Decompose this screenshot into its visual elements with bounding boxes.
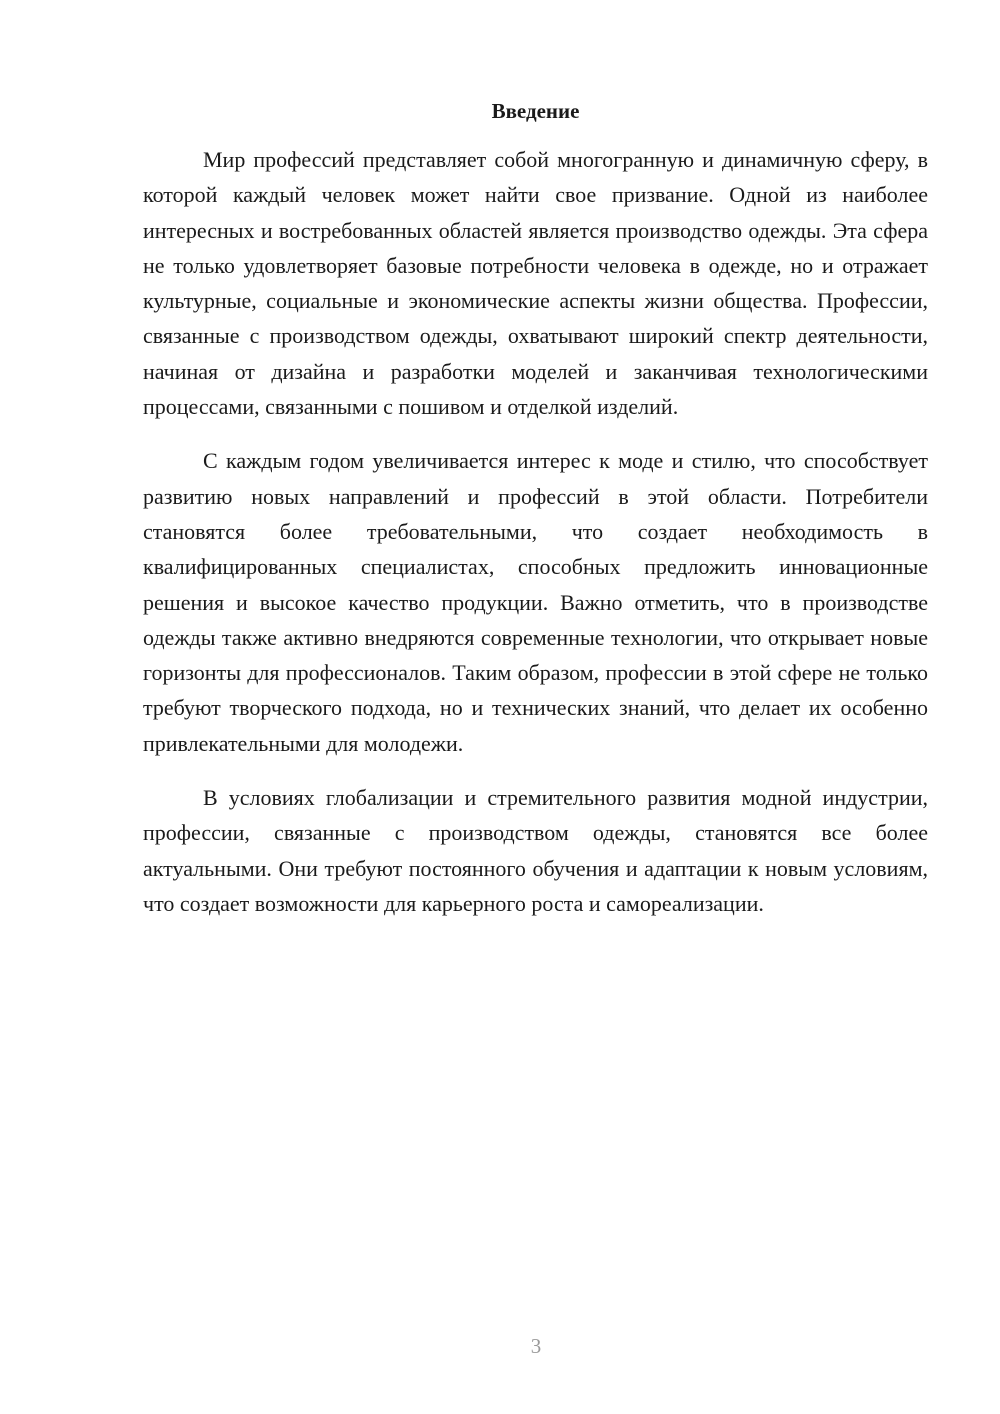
- paragraph-2: С каждым годом увеличивается интерес к моде и стилю, что способствует развитию новых направлений и профессий в этой области. Потребители становятся более требовательными, что создает необходимость в квалифицированных специалистах, способных предложить инновационные решения и высокое качество продукции. Важно отметить, что в производстве одежды также активно внедряются современные технологии, что открывает новые горизонты для профессионалов. Таким образом, профессии в этой сфере не только требуют творческого подхода, но и технических знаний, что делает их особенно привлекательными для молодежи.: [143, 448, 928, 756]
- body-text: [143, 142, 928, 921]
- section-heading: Введение: [491, 99, 580, 123]
- paragraph-3: В условиях глобализации и стремительного развития модной индустрии, профессии, связанные с производством одежды, становятся все более актуальными. Они требуют постоянного обучения и адаптации к новым условиям, что создает возможности для карьерного роста и самореализации.: [143, 785, 928, 916]
- page-number: 3: [530, 1334, 542, 1358]
- paragraph-1: Мир профессий представляет собой многогранную и динамичную сферу, в которой каждый человек может найти свое призвание. Одной из наиболее интересных и востребованных областей является производство одежды. Эта сфера не только удовлетворяет базовые потребности человека в одежде, но и отражает культурные, социальные и экономические аспекты жизни общества. Профессии, связанные с производством одежды, охватывают широкий спектр деятельности, начиная от дизайна и разработки моделей и заканчивая технологическими процессами, связанными с пошивом и отделкой изделий.: [143, 147, 928, 420]
